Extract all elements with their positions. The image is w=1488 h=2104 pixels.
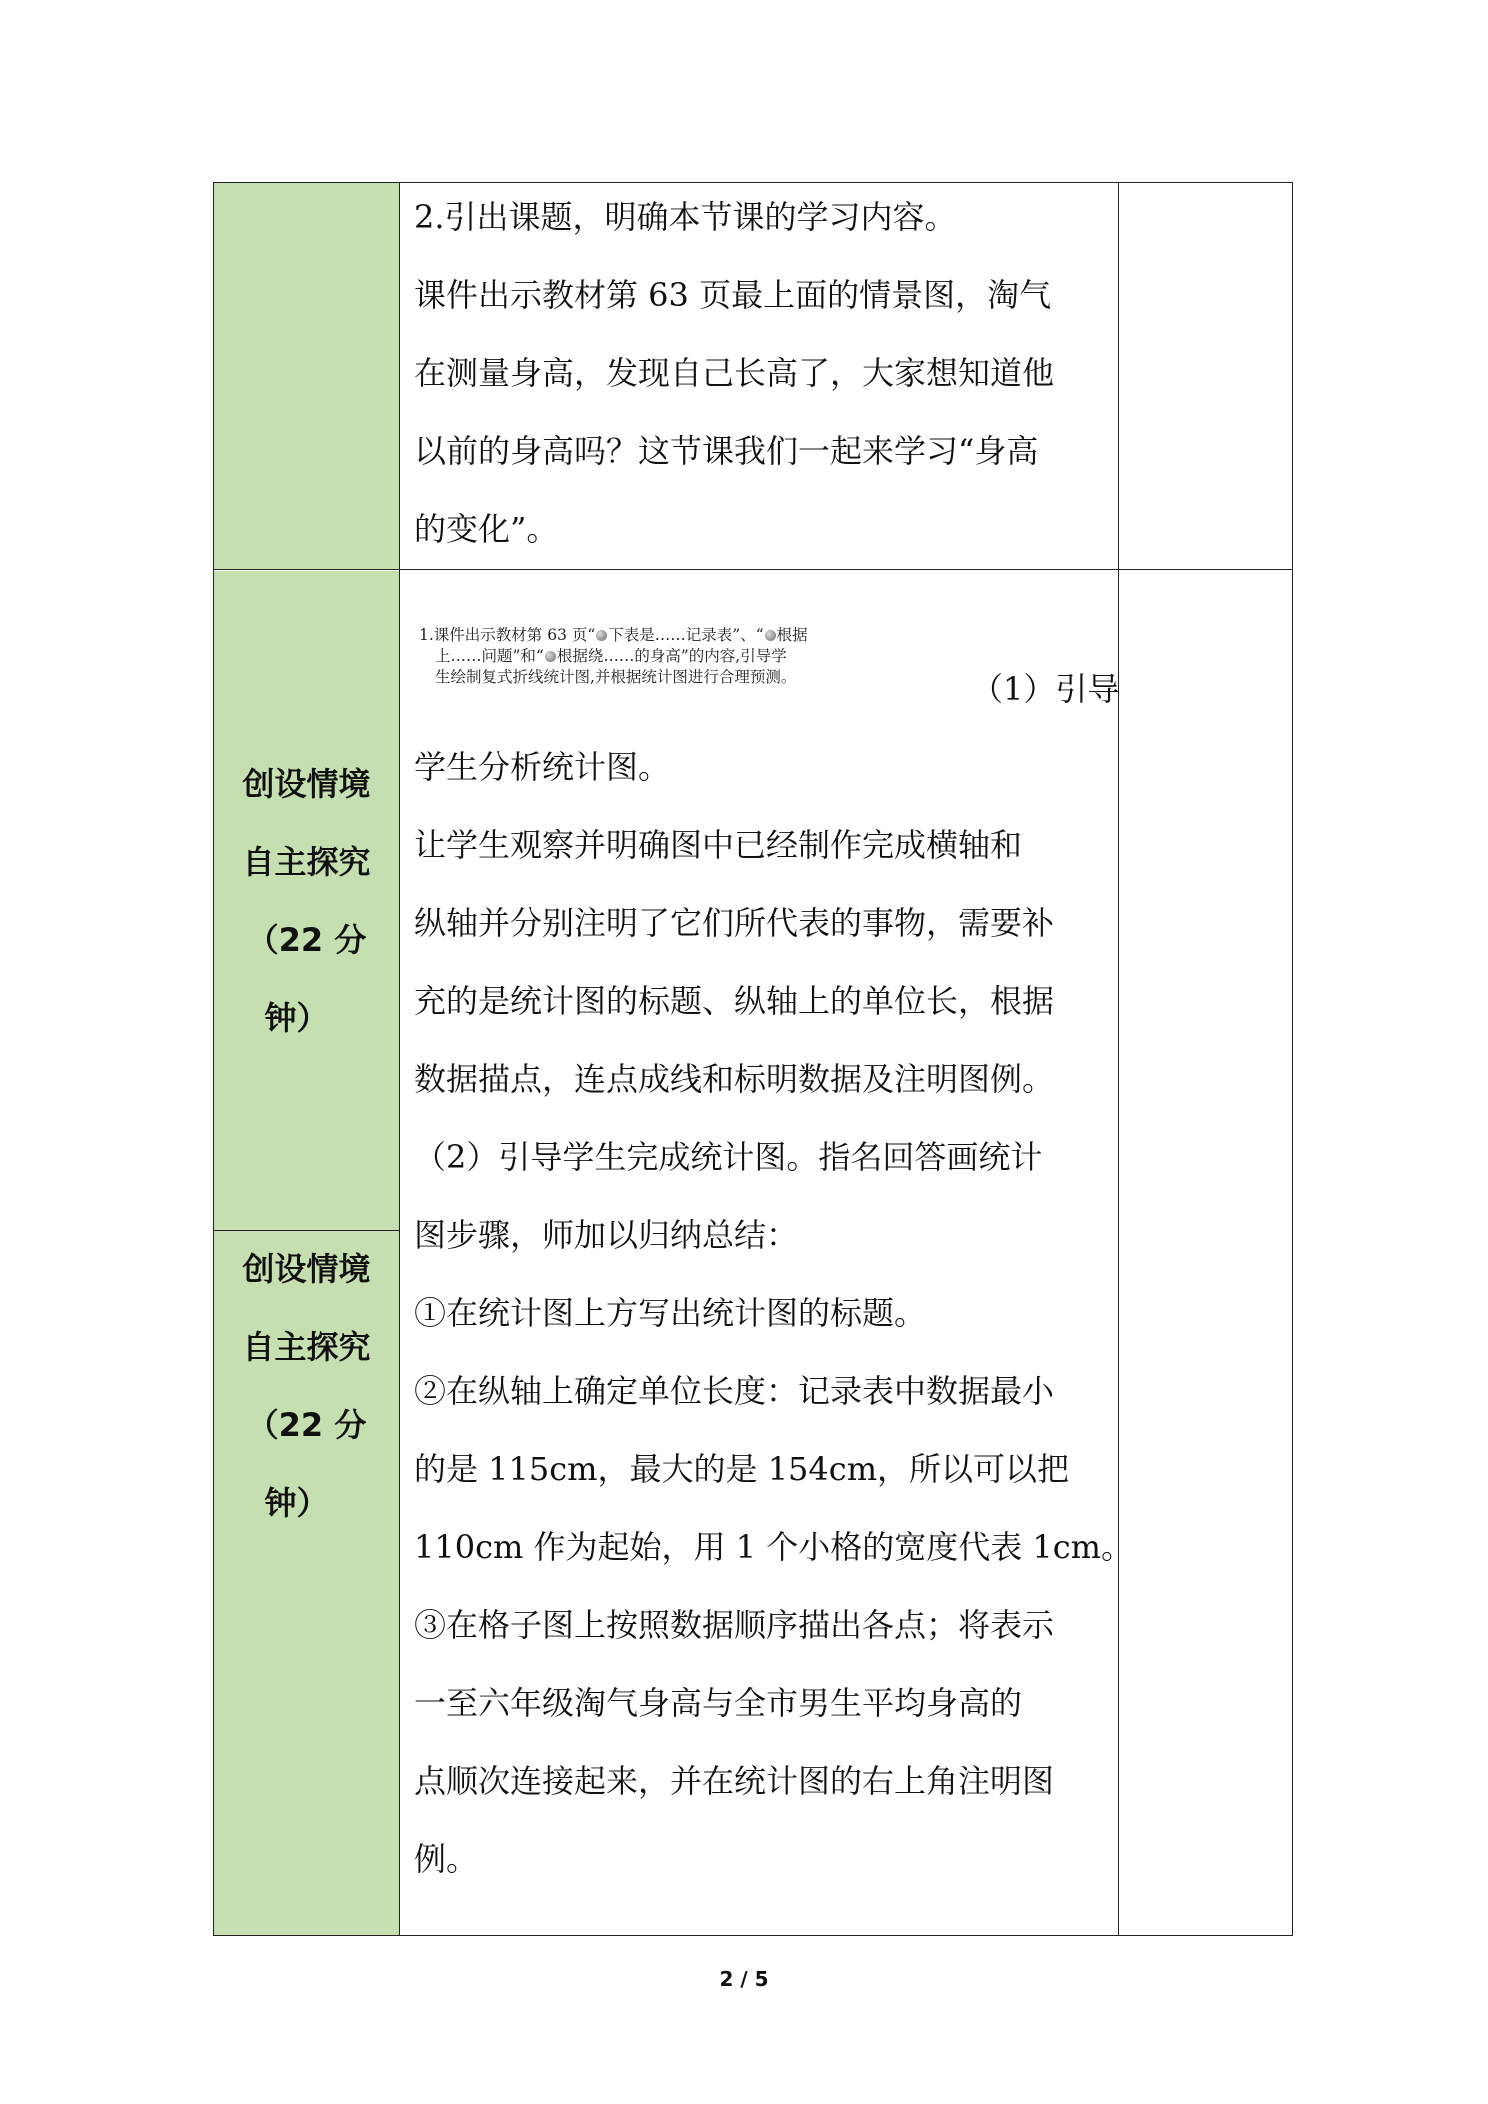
row2-line: 数据描点，连点成线和标明数据及注明图例。 [414, 1060, 1055, 1098]
row1-line: 2.引出课题，明确本节课的学习内容。 [414, 198, 957, 236]
bullet-dot-icon [596, 630, 607, 641]
row2-line: 纵轴并分别注明了它们所代表的事物，需要补 [414, 904, 1055, 942]
row2-line: 的是 115cm，最大的是 154cm，所以可以把 [414, 1450, 1070, 1488]
section-label-1: 创设情境 自主探究 （22 分 钟） [242, 765, 371, 1037]
row2-line1-tail: （1）引导 [971, 670, 1120, 708]
lesson-table [213, 182, 1293, 1936]
row1-line: 在测量身高，发现自己长高了，大家想知道他 [414, 354, 1055, 392]
row2-line: 学生分析统计图。 [414, 748, 671, 786]
row2-line: ③在格子图上按照数据顺序描出各点；将表示 [414, 1606, 1055, 1644]
row1-line: 课件出示教材第 63 页最上面的情景图，淘气 [414, 276, 1052, 314]
label-cell-1 [214, 183, 399, 569]
bullet-dot-icon [545, 651, 556, 662]
row1-content [414, 178, 1055, 568]
row1-line: 的变化”。 [414, 510, 559, 548]
row2-line: 一至六年级淘气身高与全市男生平均身高的 [414, 1684, 1023, 1722]
section-label-2: 创设情境 自主探究 （22 分 钟） [242, 1250, 371, 1522]
row2-line: 图步骤，师加以归纳总结： [414, 1216, 799, 1254]
column-divider-1 [399, 183, 400, 1935]
column-divider-2 [1118, 183, 1119, 1935]
row2-line: （2）引导学生完成统计图。指名回答画统计 [414, 1138, 1043, 1176]
row2-line: ①在统计图上方写出统计图的标题。 [414, 1294, 927, 1332]
textbook-excerpt: 1.课件出示教材第 63 页“ 下表是……记录表”、“ 根据 上……问题”和“ 根据绕……的身高”的内容,引导学 生绘制复式折线统计图,并根据统计图进行合理预测。 [419, 626, 808, 686]
row2-content [414, 728, 1134, 1898]
page-number: 2 / 5 [719, 1967, 769, 1991]
row1-line: 以前的身高吗？这节课我们一起来学习“身高 [414, 432, 1039, 470]
row-divider-1 [214, 569, 1292, 570]
bullet-dot-icon [765, 630, 776, 641]
row2-line: 点顺次连接起来，并在统计图的右上角注明图 [414, 1762, 1055, 1800]
row2-line: 例。 [414, 1840, 479, 1878]
row2-line: 110cm 作为起始，用 1 个小格的宽度代表 1cm。 [414, 1528, 1134, 1566]
row2-line: 让学生观察并明确图中已经制作完成横轴和 [414, 826, 1023, 864]
row2-line: 充的是统计图的标题、纵轴上的单位长，根据 [414, 982, 1055, 1020]
row2-line: ②在纵轴上确定单位长度：记录表中数据最小 [414, 1372, 1055, 1410]
